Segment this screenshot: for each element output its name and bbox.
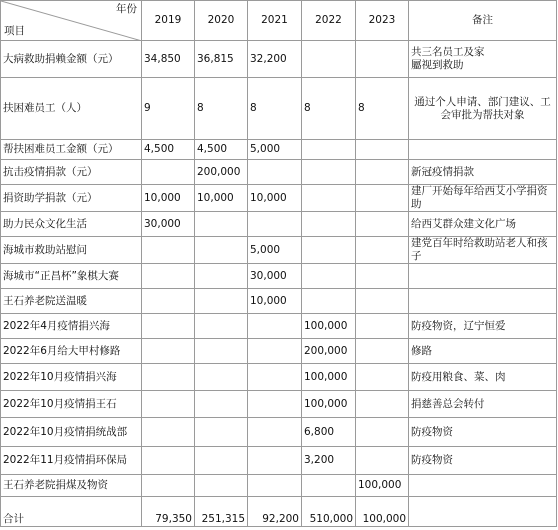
row-value-2022: 6,800: [302, 418, 356, 447]
row-value-2020: 36,815: [195, 41, 248, 78]
row-note: 建厂开始每年给西艾小学捐资助: [409, 185, 557, 212]
row-value-2022: 100,000: [302, 314, 356, 339]
row-value-2023: [356, 140, 409, 160]
row-value-2022: [302, 237, 356, 264]
row-item-label: 2022年6月给大甲村修路: [1, 339, 142, 364]
row-value-2020: 4,500: [195, 140, 248, 160]
row-value-2022: [302, 212, 356, 237]
row-value-2020: [195, 339, 248, 364]
row-value-2022: [302, 264, 356, 289]
row-value-2020: [195, 314, 248, 339]
total-row: [1, 497, 557, 527]
row-value-2020: [195, 391, 248, 418]
row-value-2019: 30,000: [142, 212, 195, 237]
row-value-2022: 100,000: [302, 364, 356, 391]
table-row: [1, 160, 557, 185]
row-value-2021: [248, 475, 302, 497]
header-corner-cell: [1, 1, 142, 41]
table-row: [1, 185, 557, 212]
row-item-label: 海城市“正昌杯”象棋大赛: [1, 264, 142, 289]
row-note: 修路: [409, 339, 557, 364]
row-value-2020: 10,000: [195, 185, 248, 212]
row-value-2020: [195, 212, 248, 237]
row-value-2019: [142, 339, 195, 364]
item-header-label: 项目: [4, 25, 25, 37]
table-row: [1, 237, 557, 264]
row-note: 防疫用粮食、菜、肉: [409, 364, 557, 391]
row-item-label: 王石养老院捐煤及物资: [1, 475, 142, 497]
row-value-2021: 10,000: [248, 185, 302, 212]
row-value-2019: 10,000: [142, 185, 195, 212]
row-value-2021: [248, 391, 302, 418]
row-value-2023: 8: [356, 78, 409, 140]
table-row: [1, 364, 557, 391]
table-row: [1, 391, 557, 418]
table-row: [1, 339, 557, 364]
row-item-label: 2022年11月疫情捐环保局: [1, 447, 142, 475]
row-note: 防疫物资: [409, 418, 557, 447]
row-note: 共三名员工及家 屬视到救助: [409, 41, 557, 78]
row-item-label: 2022年4月疫情捐兴海: [1, 314, 142, 339]
year-header-2020: 2020: [195, 1, 248, 41]
table-row: [1, 418, 557, 447]
row-value-2021: [248, 447, 302, 475]
row-note: 捐慈善总会转付: [409, 391, 557, 418]
row-note: [409, 475, 557, 497]
row-value-2020: [195, 364, 248, 391]
total-2022: 510,000: [302, 497, 356, 527]
row-value-2020: [195, 237, 248, 264]
row-value-2019: [142, 475, 195, 497]
row-value-2020: [195, 418, 248, 447]
table-body: [1, 41, 557, 497]
row-value-2023: [356, 264, 409, 289]
year-header-2019: 2019: [142, 1, 195, 41]
row-value-2021: [248, 212, 302, 237]
row-value-2019: [142, 364, 195, 391]
row-value-2023: [356, 160, 409, 185]
table-row: [1, 41, 557, 78]
row-value-2019: 9: [142, 78, 195, 140]
row-value-2021: [248, 160, 302, 185]
total-label: 合计: [1, 497, 142, 527]
row-value-2022: [302, 289, 356, 314]
row-value-2022: 200,000: [302, 339, 356, 364]
row-note: 建党百年时给救助站老人和孩子: [409, 237, 557, 264]
table-row: [1, 140, 557, 160]
row-note: [409, 264, 557, 289]
row-value-2019: [142, 391, 195, 418]
row-value-2023: [356, 237, 409, 264]
row-value-2022: [302, 185, 356, 212]
row-value-2023: [356, 339, 409, 364]
row-value-2023: [356, 391, 409, 418]
total-2021: 92,200: [248, 497, 302, 527]
row-value-2019: [142, 289, 195, 314]
row-value-2023: [356, 447, 409, 475]
row-item-label: 2022年10月疫情捐统战部: [1, 418, 142, 447]
table-row: [1, 78, 557, 140]
row-value-2021: [248, 339, 302, 364]
row-value-2019: 4,500: [142, 140, 195, 160]
table-row: [1, 447, 557, 475]
row-value-2019: [142, 418, 195, 447]
row-value-2021: 5,000: [248, 140, 302, 160]
table-row: [1, 289, 557, 314]
table-row: [1, 475, 557, 497]
row-value-2023: [356, 364, 409, 391]
row-value-2019: [142, 314, 195, 339]
row-value-2021: 5,000: [248, 237, 302, 264]
row-value-2023: [356, 212, 409, 237]
row-value-2022: 8: [302, 78, 356, 140]
note-header: 备注: [409, 1, 557, 41]
row-item-label: 海城市救助站慰问: [1, 237, 142, 264]
total-2020: 251,315: [195, 497, 248, 527]
row-value-2023: [356, 289, 409, 314]
row-item-label: 2022年10月疫情捐王石: [1, 391, 142, 418]
row-note: 通过个人申请、部门建议、工会审批为帮扶对象: [409, 78, 557, 140]
row-value-2021: [248, 418, 302, 447]
row-item-label: 扶困难员工（人）: [1, 78, 142, 140]
row-value-2023: [356, 314, 409, 339]
row-value-2021: [248, 364, 302, 391]
table-row: [1, 264, 557, 289]
row-note: 防疫物资，辽宁恒爱: [409, 314, 557, 339]
row-value-2021: 8: [248, 78, 302, 140]
total-2023: 100,000: [356, 497, 409, 527]
row-value-2023: 100,000: [356, 475, 409, 497]
year-header-label: 年份: [116, 3, 137, 15]
table-row: [1, 212, 557, 237]
table-row: [1, 314, 557, 339]
row-item-label: 助力民众文化生活: [1, 212, 142, 237]
row-value-2020: [195, 447, 248, 475]
row-value-2023: [356, 418, 409, 447]
row-value-2023: [356, 185, 409, 212]
row-value-2019: [142, 264, 195, 289]
row-item-label: 2022年10月疫情捐兴海: [1, 364, 142, 391]
row-item-label: 抗击疫情捐款（元）: [1, 160, 142, 185]
row-value-2022: 3,200: [302, 447, 356, 475]
year-header-2023: 2023: [356, 1, 409, 41]
row-value-2019: [142, 237, 195, 264]
row-value-2020: 8: [195, 78, 248, 140]
row-value-2021: [248, 314, 302, 339]
row-note: 新冠疫情捐款: [409, 160, 557, 185]
row-value-2022: [302, 41, 356, 78]
row-item-label: 捐资助学捐款（元）: [1, 185, 142, 212]
row-value-2020: 200,000: [195, 160, 248, 185]
row-value-2020: [195, 475, 248, 497]
row-value-2022: [302, 140, 356, 160]
row-value-2022: [302, 475, 356, 497]
row-value-2021: 32,200: [248, 41, 302, 78]
row-value-2019: [142, 160, 195, 185]
row-item-label: 帮扶困难员工金额（元）: [1, 140, 142, 160]
row-note: [409, 289, 557, 314]
row-note: 给西艾群众建文化广场: [409, 212, 557, 237]
total-note: [409, 497, 557, 527]
row-value-2019: 34,850: [142, 41, 195, 78]
row-item-label: 王石养老院送温暖: [1, 289, 142, 314]
row-value-2021: 30,000: [248, 264, 302, 289]
row-value-2022: 100,000: [302, 391, 356, 418]
row-value-2021: 10,000: [248, 289, 302, 314]
row-note: 防疫物资: [409, 447, 557, 475]
row-value-2020: [195, 264, 248, 289]
year-header-2022: 2022: [302, 1, 356, 41]
row-value-2023: [356, 41, 409, 78]
total-2019: 79,350: [142, 497, 195, 527]
row-note: [409, 140, 557, 160]
row-value-2022: [302, 160, 356, 185]
row-value-2019: [142, 447, 195, 475]
year-header-2021: 2021: [248, 1, 302, 41]
row-item-label: 大病救助捐赖金额（元）: [1, 41, 142, 78]
row-value-2020: [195, 289, 248, 314]
header-row: [1, 1, 557, 41]
